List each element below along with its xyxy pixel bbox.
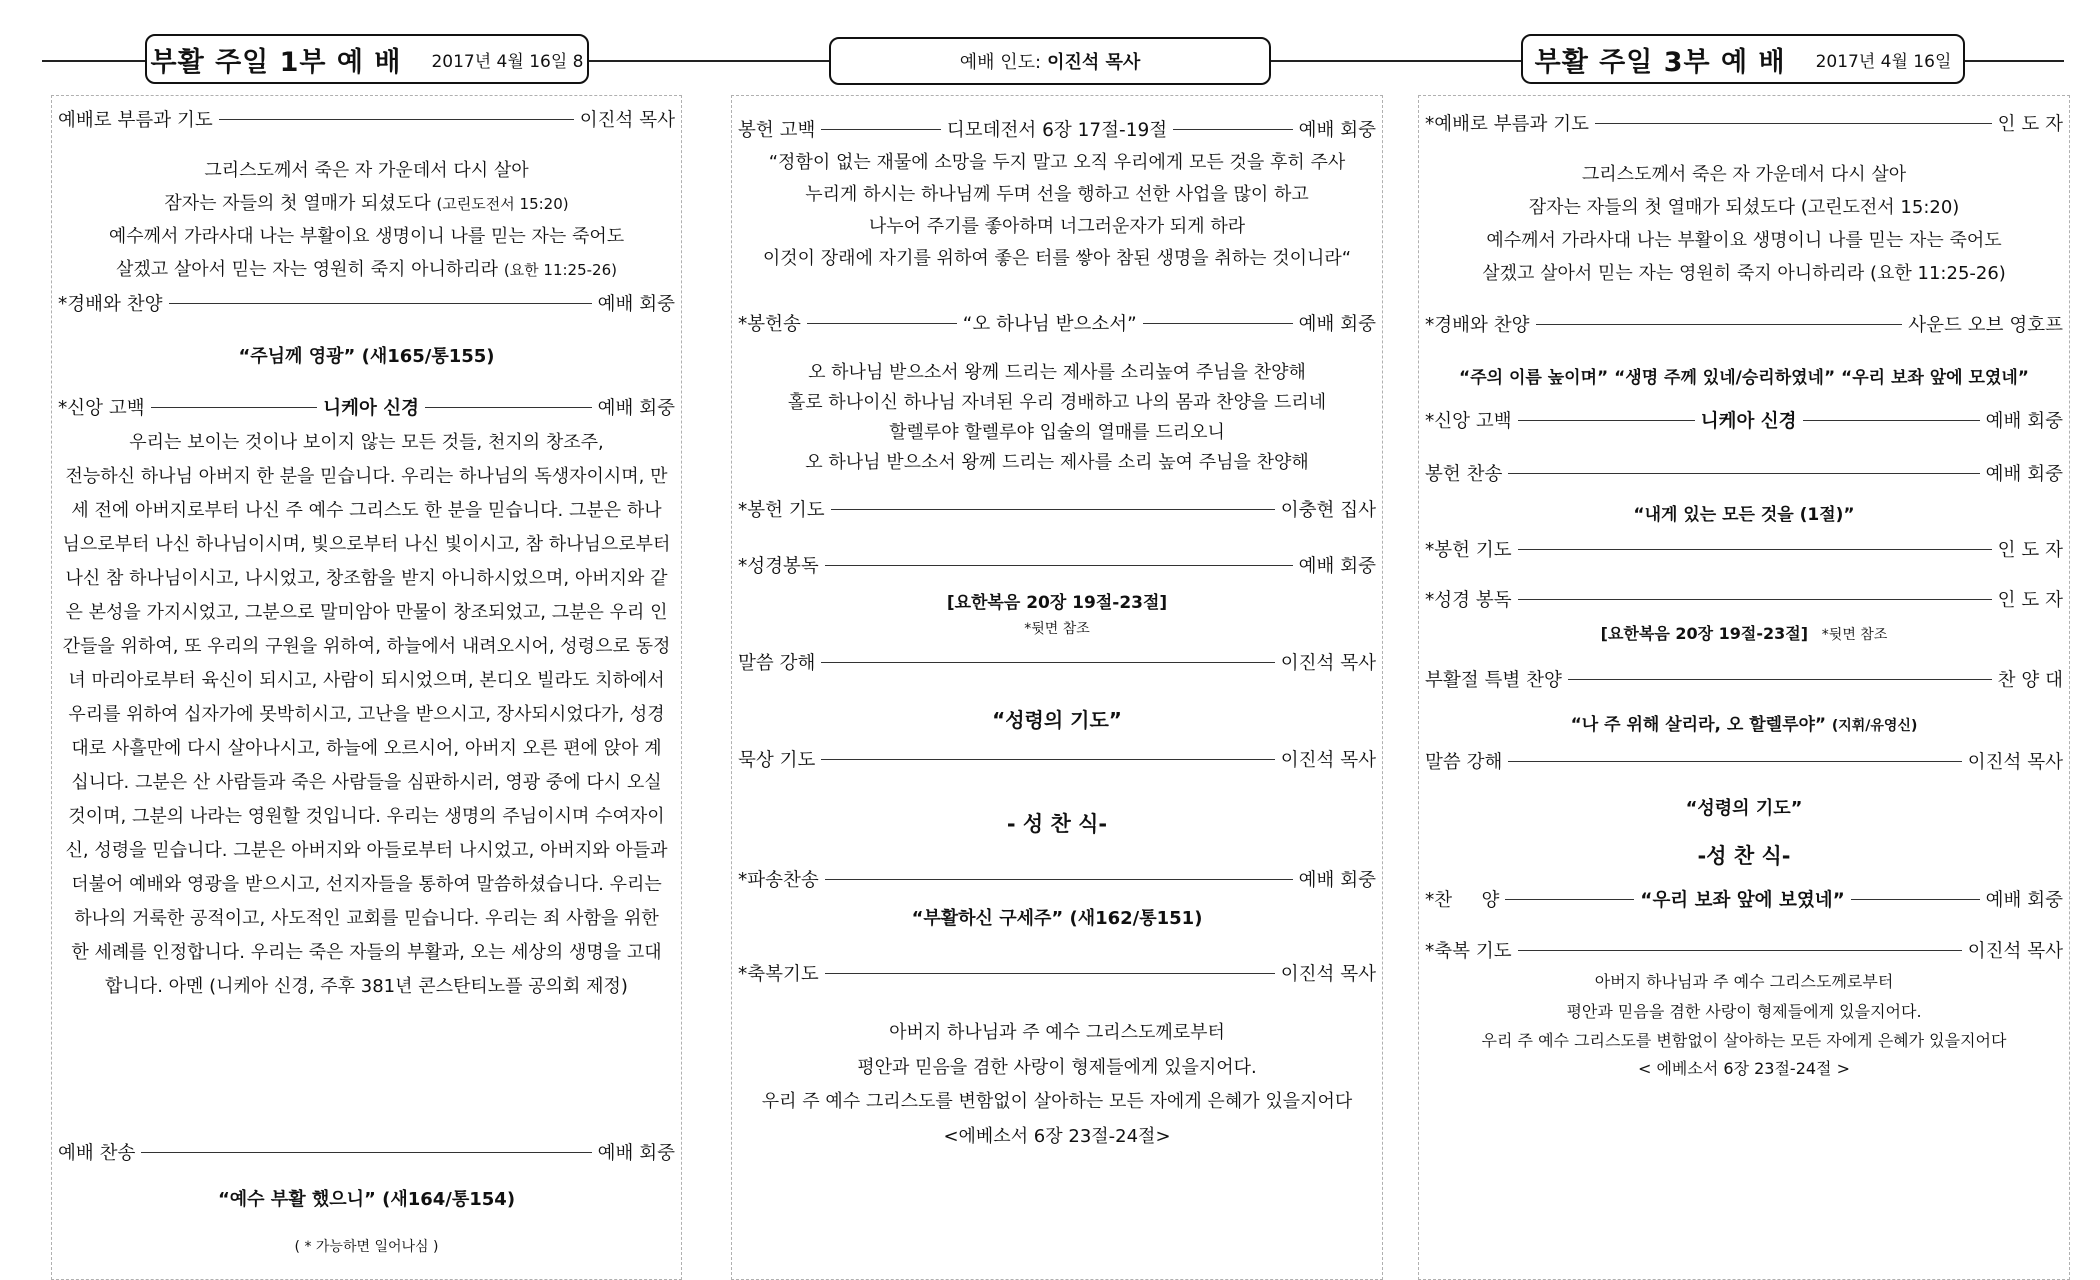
sending-hymn-label: *파송찬송: [738, 870, 819, 891]
call-to-worship-row: [58, 106, 675, 132]
scripture-line: 살겠고 살아서 믿는 자는 영원히 죽지 아니하리라 (요한 11:25-26): [1482, 263, 2006, 284]
leader-line: [1568, 679, 1992, 680]
praise-row: [58, 290, 675, 316]
creed-line: 한 세례를 인정합니다. 우리는 죽은 자들의 부활과, 오는 세상의 생명을 고대: [71, 942, 662, 963]
praise-label: *경배와 찬양: [1425, 315, 1530, 336]
scripture-line: 잠자는 자들의 첫 열매가 되셨도다 (고린도전서 15:20): [164, 193, 569, 214]
offering-prayer-leader: 이충현 집사: [1280, 500, 1376, 521]
leader-line: [219, 119, 574, 120]
sermon-title: “성령의 기도”: [992, 708, 1122, 732]
scripture-ref: (요한 11:25-26): [503, 261, 617, 279]
creed-line: 더불어 예배와 영광을 받으시고, 선지자들을 통하여 말씀하셨습니다. 우리는: [71, 874, 662, 895]
leader-line: [1518, 549, 1992, 550]
scripture-reading-leader: 인 도 자: [1997, 590, 2063, 611]
service3-title-box: [1521, 34, 1965, 84]
praise-leader: 사운드 오브 영호프: [1908, 315, 2063, 336]
creed-leader: 예배 회중: [597, 398, 676, 419]
creed-line: 우리는 보이는 것이나 보이지 않는 모든 것들, 천지의 창조주,: [129, 432, 604, 453]
scripture-reading-note: *뒷면 참조: [1821, 627, 1888, 643]
benediction-label: *축복 기도: [1425, 941, 1512, 962]
leader-line: [1595, 123, 1992, 124]
service3-date: 2017년 4월 16일: [1815, 51, 1952, 72]
scripture-line: 예수께서 가라사대 나는 부활이요 생명이니 나를 믿는 자는 죽어도: [108, 226, 625, 247]
creed-line: 우리를 위하여 십자가에 못박히시고, 고난을 받으시고, 장사되시었다가, 성경: [68, 704, 665, 725]
leader-line: [825, 879, 1293, 880]
leader-line: [1508, 473, 1979, 474]
benediction-ref: <에베소서 6장 23절-24절>: [943, 1126, 1171, 1147]
scripture-reading-label: *성경봉독: [738, 556, 819, 577]
offering-song-row: [738, 310, 1376, 336]
creed-line: 은 본성을 가지시었고, 그분으로 말미암아 만물이 창조되었고, 그분은 우리 인: [65, 602, 668, 623]
offering-verse-line: 이것이 장래에 자기를 위하여 좋은 터를 쌓아 참된 생명을 취하는 것이니라“: [762, 248, 1352, 269]
leader-line: [1518, 420, 1695, 421]
offering-confession-row: [738, 116, 1376, 142]
benediction-leader: 이진석 목사: [1280, 964, 1376, 985]
leader-line: [821, 662, 1274, 663]
leader-line: [825, 973, 1275, 974]
service3-title: 부활 주일 3부 예 배: [1534, 46, 1786, 78]
creed-line: 대로 사흘만에 다시 살아나시고, 하늘에 오르시어, 아버지 오른 편에 앉아 계: [71, 738, 662, 759]
silent-prayer-leader: 이진석 목사: [1280, 750, 1376, 771]
scripture-line: 예수께서 가라사대 나는 부활이요 생명이니 나를 믿는 자는 죽어도: [1486, 230, 2002, 251]
service2-column: [731, 95, 1383, 1280]
creed-leader: 예배 회중: [1985, 411, 2064, 432]
special-music-title: “나 주 위해 살리라, 오 할렐루야”: [1570, 715, 1827, 735]
service3-column: [1418, 95, 2070, 1280]
benediction-line: 아버지 하나님과 주 예수 그리스도께로부터: [1594, 972, 1894, 991]
scripture-line: 그리스도께서 죽은 자 가운데서 다시 살아: [1581, 164, 1907, 185]
sermon-label: 말씀 강해: [738, 653, 816, 674]
creed-line: 간들을 위하여, 또 우리의 구원을 위하여, 하늘에서 내려오시어, 성령으로 동정: [62, 636, 671, 657]
benediction-line: 평안과 믿음을 겸한 사랑이 형제들에게 있을지어다.: [1566, 1002, 1922, 1021]
scripture-reading-label: *성경 봉독: [1425, 590, 1512, 611]
leader-line: [1173, 129, 1293, 130]
sending-hymn-leader: 예배 회중: [1298, 870, 1376, 891]
leader-line: [425, 407, 592, 408]
hymn-title: “예수 부활 했으니” (새164/통154): [217, 1189, 516, 1210]
praise-label: *경배와 찬양: [58, 294, 163, 315]
offering-song-leader: 예배 회중: [1985, 464, 2063, 485]
hymn-row: [58, 1139, 675, 1165]
service1-title: 부활 주일 1부 예 배: [150, 46, 402, 78]
offering-prayer-label: *봉헌 기도: [1425, 540, 1512, 561]
silent-prayer-label: 묵상 기도: [738, 750, 816, 771]
creed-label: *신앙 고백: [1425, 411, 1512, 432]
offering-prayer-label: *봉헌 기도: [738, 500, 825, 521]
leader-line: [1803, 420, 1980, 421]
communion-heading: - 성 찬 식-: [1006, 812, 1108, 836]
benediction-line: 평안과 믿음을 겸한 사랑이 형제들에게 있을지어다.: [857, 1057, 1257, 1078]
offering-song-label: 봉헌 찬송: [1425, 464, 1503, 485]
creed-text: [52, 426, 681, 1004]
benediction-row: [1425, 937, 2063, 963]
scripture-line: 살겠고 살아서 믿는 자는 영원히 죽지 아니하리라 (요한 11:25-26): [115, 259, 617, 280]
leader-line: [141, 1152, 591, 1153]
praise-leader: 예배 회중: [597, 294, 675, 315]
leader-line: [169, 303, 592, 304]
worship-leader-box: [829, 37, 1271, 85]
service1-title-box: [145, 34, 589, 84]
creed-line: 신, 성령을 믿습니다. 그분은 아버지와 아들로부터 나시었고, 아버지와 아들과: [65, 840, 668, 861]
leader-label: 예배 인도:: [959, 52, 1042, 73]
creed-line: 녀 마리아로부터 육신이 되시고, 사람이 되시었으며, 본디오 빌라도 치하에서: [68, 670, 665, 691]
benediction-row: [738, 960, 1376, 986]
service1-date: 2017년 4월 16일 8: [431, 51, 584, 72]
special-music-title-line: [1419, 710, 2069, 735]
communion-heading: -성 찬 식-: [1697, 844, 1791, 868]
scripture-reading-ref: [요한복음 20장 19절-23절]: [1600, 624, 1809, 643]
sending-hymn-title: “부활하신 구세주” (새162/통151): [911, 908, 1203, 929]
special-music-label: 부활절 특별 찬양: [1425, 670, 1562, 691]
leader-name: 이진석 목사: [1047, 52, 1141, 73]
sermon-row: [738, 649, 1376, 675]
creed-title: 니케아 신경: [323, 398, 420, 419]
leader-line: [1508, 761, 1961, 762]
call-to-worship-label: *예배로 부름과 기도: [1425, 114, 1589, 135]
offering-song-title: “오 하나님 받으소서”: [962, 314, 1137, 335]
hymn-title: “우리 보좌 앞에 보였네”: [1640, 890, 1845, 911]
praise-row: [1425, 311, 2063, 337]
benediction-line: 아버지 하나님과 주 예수 그리스도께로부터: [889, 1022, 1225, 1043]
sermon-preacher: 이진석 목사: [1967, 752, 2063, 773]
offering-verse-line: 누리게 하시는 하나님께 두며 선을 행하고 선한 사업을 많이 하고: [805, 184, 1309, 205]
offering-prayer-leader: 인 도 자: [1997, 540, 2063, 561]
song-lyric-line: 홀로 하나이신 하나님 자녀된 우리 경배하고 나의 몸과 찬양을 드리네: [787, 392, 1327, 413]
hymn-label: 예배 찬송: [58, 1143, 136, 1164]
benediction-leader: 이진석 목사: [1967, 941, 2063, 962]
sermon-preacher: 이진석 목사: [1280, 653, 1376, 674]
leader-line: [825, 565, 1293, 566]
offering-prayer-row: [738, 496, 1376, 522]
hymn-title: “주님께 영광” (새165/통155): [238, 346, 495, 367]
leader-line: [1505, 899, 1634, 900]
sending-hymn-row: [738, 866, 1376, 892]
creed-line: 님으로부터 나신 하나님이시며, 빛으로부터 나신 빛이시고, 참 하나님으로부터: [62, 534, 671, 555]
special-music-credit: (지휘/유영신): [1831, 718, 1918, 734]
scripture-reading-leader: 예배 회중: [1298, 556, 1376, 577]
creed-line: 하나의 거룩한 공적이고, 사도적인 교회를 믿습니다. 우리는 죄 사함을 위한: [74, 908, 659, 929]
special-music-leader: 찬 양 대: [1997, 670, 2063, 691]
special-music-row: [1425, 666, 2063, 692]
scripture-ref: (고린도전서 15:20): [436, 195, 569, 213]
creed-line: 십니다. 그분은 산 사람들과 죽은 사람들을 심판하시러, 영광 중에 다시 오실: [71, 772, 662, 793]
scripture-reading-note: *뒷면 참조: [1024, 621, 1090, 637]
leader-line: [831, 509, 1275, 510]
song-lyric-line: 할렐루야 할렐루야 입술의 열매를 드리오니: [889, 422, 1225, 443]
offering-song-row: [1425, 460, 2063, 486]
scripture-reading-row: [738, 552, 1376, 578]
creed-label: *신앙 고백: [58, 398, 145, 419]
song-lyric-line: 오 하나님 받으소서 왕께 드리는 제사를 소리 높여 주님을 찬양해: [805, 452, 1309, 473]
benediction-line: 우리 주 예수 그리스도를 변함없이 살아하는 모든 자에게 은혜가 있을지어다: [761, 1091, 1353, 1112]
creed-row: [1425, 407, 2063, 433]
call-to-worship-label: 예배로 부름과 기도: [58, 110, 213, 131]
creed-line: 합니다. 아멘 (니케아 신경, 주후 381년 콘스탄티노플 공의회 제정): [105, 976, 628, 997]
hymn-leader: 예배 회중: [597, 1143, 675, 1164]
benediction-label: *축복기도: [738, 964, 819, 985]
creed-line: 것이며, 그분의 나라는 영원할 것입니다. 우리는 생명의 주님이시며 수여자이: [68, 806, 665, 827]
sermon-title: “성령의 기도”: [1685, 798, 1803, 819]
offering-song-title: “내게 있는 모든 것을 (1절)”: [1633, 505, 1855, 525]
creed-line: 나신 참 하나님이시고, 나시었고, 창조함을 받지 아니하시었으며, 아버지와 같: [65, 568, 668, 589]
leader-line: [1143, 323, 1293, 324]
leader-line: [151, 407, 318, 408]
scripture-reading-ref-line: [1419, 621, 2069, 644]
service1-column: [51, 95, 682, 1280]
offering-verse-line: 나누어 주기를 좋아하며 너그러운자가 되게 하라: [868, 216, 1246, 237]
call-to-worship-leader: 이진석 목사: [579, 110, 675, 131]
leader-line: [821, 759, 1274, 760]
offering-confession-leader: 예배 회중: [1298, 120, 1377, 141]
creed-row: [58, 394, 675, 420]
benediction-ref: < 에베소서 6장 23절-24절 >: [1637, 1059, 1851, 1078]
song-lyric-line: 오 하나님 받으소서 왕께 드리는 제사를 소리높여 주님을 찬양해: [808, 362, 1306, 383]
leader-line: [1518, 599, 1992, 600]
scripture-reading-ref: [요한복음 20장 19절-23절]: [946, 593, 1168, 613]
leader-line: [1536, 324, 1903, 325]
leader-line: [821, 129, 941, 130]
creed-line: 세 전에 아버지로부터 나신 주 예수 그리스도 한 분을 믿습니다. 그분은 하나: [71, 500, 662, 521]
offering-song-label: *봉헌송: [738, 314, 801, 335]
offering-verse-line: “정함이 없는 재물에 소망을 두지 말고 오직 우리에게 모든 것을 후히 주사: [768, 152, 1346, 173]
offering-prayer-row: [1425, 536, 2063, 562]
standing-note: ( * 가능하면 일어나심 ): [294, 1239, 439, 1255]
sermon-label: 말씀 강해: [1425, 752, 1503, 773]
scripture-line: 그리스도께서 죽은 자 가운데서 다시 살아: [204, 160, 529, 181]
creed-line: 전능하신 하나님 아버지 한 분을 믿습니다. 우리는 하나님의 독생자이시며, 만: [65, 466, 668, 487]
scripture-line: 잠자는 자들의 첫 열매가 되셨도다 (고린도전서 15:20): [1528, 197, 1960, 218]
creed-title: 니케아 신경: [1700, 411, 1797, 432]
offering-confession-label: 봉헌 고백: [738, 120, 816, 141]
sermon-row: [1425, 748, 2063, 774]
hymn-label: *찬 양: [1425, 890, 1500, 911]
scripture-reading-row: [1425, 586, 2063, 612]
silent-prayer-row: [738, 746, 1376, 772]
hymn-leader: 예배 회중: [1985, 890, 2064, 911]
offering-confession-ref: 디모데전서 6장 17절-19절: [946, 120, 1168, 141]
call-to-worship-leader: 인 도 자: [1997, 114, 2063, 135]
praise-songs: “주의 이름 높이며” “생명 주께 있네/승리하였네” “우리 보좌 앞에 모였네”: [1459, 368, 2029, 388]
leader-line: [1851, 899, 1980, 900]
offering-song-leader: 예배 회중: [1298, 314, 1376, 335]
leader-line: [1518, 950, 1962, 951]
hymn-row: [1425, 886, 2063, 912]
leader-line: [807, 323, 957, 324]
benediction-line: 우리 주 예수 그리스도를 변함없이 살아하는 모든 자에게 은혜가 있을지어다: [1481, 1031, 2007, 1050]
call-to-worship-row: [1425, 110, 2063, 136]
